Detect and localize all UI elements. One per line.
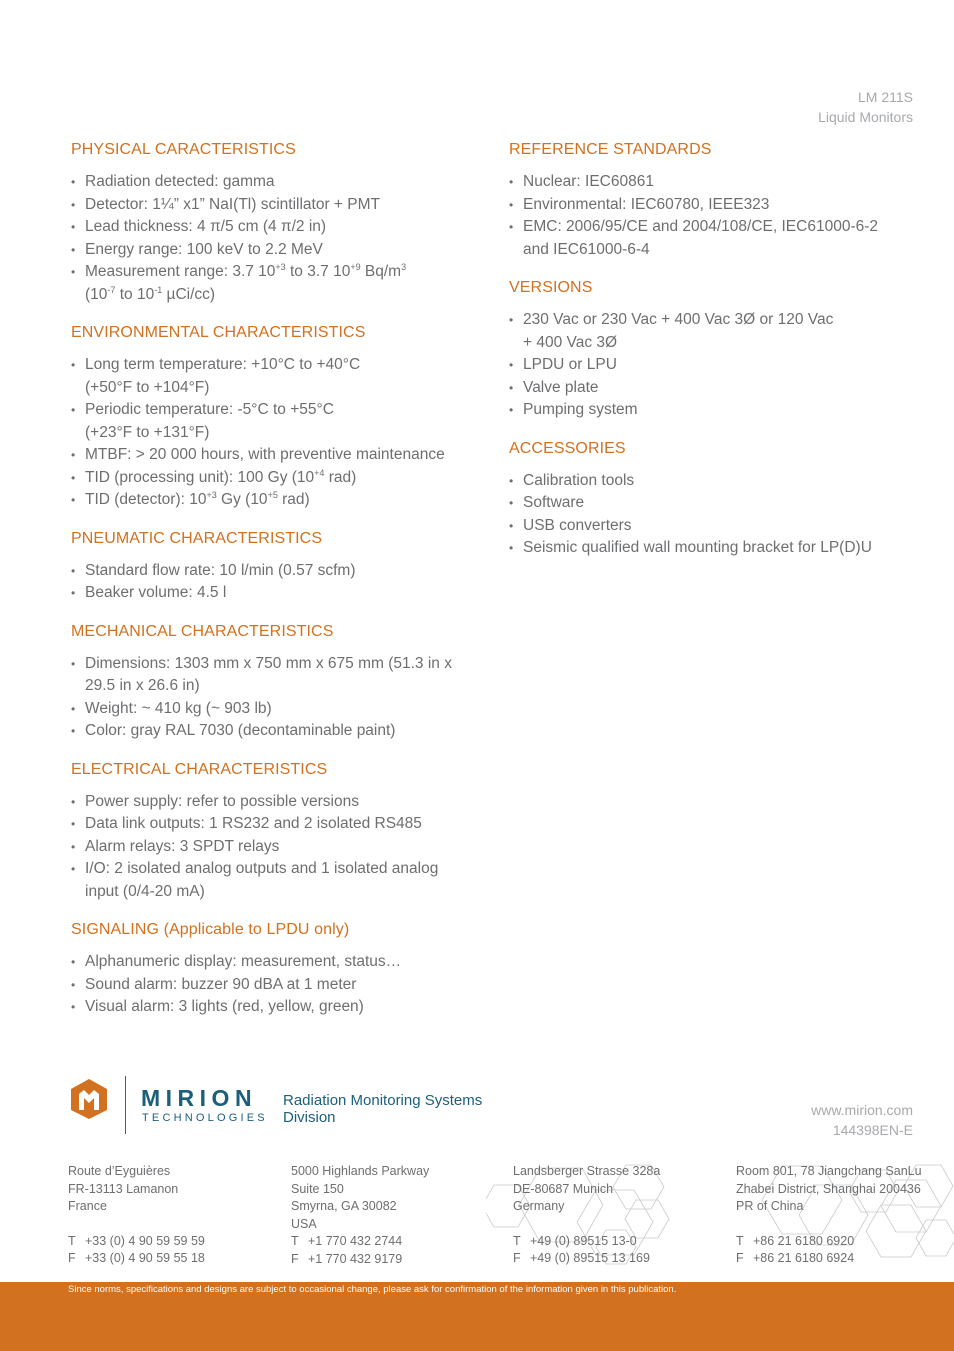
phone-line-number: +1 770 432 2744 bbox=[308, 1234, 403, 1249]
address-line: USA bbox=[291, 1216, 317, 1231]
phone-line-number: +86 21 6180 6920 bbox=[753, 1233, 855, 1248]
section-pneumatic-characteristics bbox=[71, 529, 491, 605]
phone-line bbox=[736, 1233, 922, 1251]
phone-line bbox=[68, 1233, 205, 1251]
section-versions bbox=[509, 278, 929, 422]
list-item: • Power supply: refer to possible versions bbox=[71, 791, 491, 814]
list-item: • Valve plate bbox=[509, 377, 929, 400]
section-title: ACCESSORIES bbox=[509, 439, 626, 457]
bullet-list bbox=[71, 354, 491, 512]
product-family: Liquid Monitors bbox=[818, 109, 913, 125]
fax-line-label: F bbox=[513, 1251, 521, 1266]
section-title: MECHANICAL CHARACTERISTICS bbox=[71, 622, 334, 640]
list-item: • EMC: 2006/95/CE and 2004/108/CE, IEC61000-6-2 and IEC61000-6-4 bbox=[509, 216, 929, 261]
web-info bbox=[811, 1100, 913, 1140]
list-item: • Periodic temperature: -5°C to +55°C (+23°F to +131°F) bbox=[71, 399, 491, 444]
document-code: 144398EN-E bbox=[832, 1122, 913, 1138]
list-item: • Long term temperature: +10°C to +40°C (+50°F to +104°F) bbox=[71, 354, 491, 399]
address-line: PR of China bbox=[736, 1199, 804, 1214]
list-item: • Measurement range: 3.7 $10^{+3}$ to 3.7 $10^{+9}$ $Bq/m^3$ ($10^{-7}$ to $10^{-1}$ µCi/cc) bbox=[71, 261, 491, 306]
list-item: • 230 Vac or 230 Vac + 400 Vac 3Ø or 120 Vac + 400 Vac 3Ø bbox=[509, 309, 929, 354]
bullet-list bbox=[509, 171, 929, 261]
list-item: • I/O: 2 isolated analog outputs and 1 isolated analog input (0/4-20 mA) bbox=[71, 858, 491, 903]
address-line: FR-13113 Lamanon bbox=[68, 1181, 179, 1196]
bullet-list bbox=[71, 653, 491, 743]
fax-line-number: +49 (0) 89515 13 169 bbox=[530, 1251, 650, 1266]
list-item: • Detector: 1¼” x1” NaI(Tl) scintillator + PMT bbox=[71, 194, 491, 217]
section-title: ELECTRICAL CHARACTERISTICS bbox=[71, 760, 328, 778]
phone-line-label: T bbox=[291, 1234, 299, 1249]
section-title: SIGNALING (Applicable to LPDU only) bbox=[71, 921, 350, 938]
address-line: Zhabei District, Shanghai 200436 bbox=[736, 1181, 921, 1196]
product-code: LM 211S bbox=[858, 89, 913, 105]
list-item: • TID (processing unit): 100 Gy ($10^{+4}$ rad) bbox=[71, 467, 491, 490]
list-item: • Alphanumeric display: measurement, status… bbox=[71, 951, 491, 974]
fax-line-label: F bbox=[68, 1251, 76, 1266]
section-title: ENVIRONMENTAL CHARACTERISTICS bbox=[71, 324, 366, 341]
bullet-list bbox=[509, 470, 929, 560]
section-title: REFERENCE STANDARDS bbox=[509, 141, 712, 158]
list-item: • Sound alarm: buzzer 90 dBA at 1 meter bbox=[71, 974, 491, 997]
address-china bbox=[736, 1163, 922, 1268]
website-link[interactable]: www.mirion.com bbox=[811, 1102, 913, 1118]
list-item: • Alarm relays: 3 SPDT relays bbox=[71, 836, 491, 859]
list-item: • Radiation detected: gamma bbox=[71, 171, 491, 194]
phone-line-label: T bbox=[68, 1233, 76, 1248]
division-line-2: Division bbox=[283, 1109, 336, 1126]
left-column bbox=[71, 140, 491, 1036]
list-item: • Beaker volume: 4.5 l bbox=[71, 582, 491, 605]
bullet-list bbox=[71, 791, 491, 904]
bullet-list bbox=[509, 309, 929, 422]
fax-line bbox=[736, 1250, 922, 1268]
fax-line-label: F bbox=[291, 1251, 299, 1266]
list-item: • Seismic qualified wall mounting bracket for LP(D)U bbox=[509, 537, 929, 560]
phone-line-label: T bbox=[513, 1233, 521, 1248]
section-title: VERSIONS bbox=[509, 279, 593, 296]
address-line: Suite 150 bbox=[291, 1181, 344, 1196]
address-line: Smyrna, GA 30082 bbox=[291, 1199, 397, 1214]
address-spacer bbox=[513, 1216, 660, 1233]
list-item: • USB converters bbox=[509, 515, 929, 538]
fax-line bbox=[291, 1251, 429, 1269]
division-line-1: Radiation Monitoring Systems bbox=[283, 1092, 483, 1109]
phone-line-label: T bbox=[736, 1233, 744, 1248]
list-item: • Software bbox=[509, 492, 929, 515]
section-physical-caracteristics bbox=[71, 140, 491, 306]
list-item: • Standard flow rate: 10 l/min (0.57 scfm) bbox=[71, 560, 491, 583]
list-item: • Data link outputs: 1 RS232 and 2 isolated RS485 bbox=[71, 813, 491, 836]
list-item: • Weight: ~ 410 kg (~ 903 lb) bbox=[71, 698, 491, 721]
address-france bbox=[68, 1163, 205, 1268]
list-item: • Visual alarm: 3 lights (red, yellow, green) bbox=[71, 996, 491, 1019]
bullet-list bbox=[71, 951, 491, 1019]
fax-line-number: +33 (0) 4 90 59 55 18 bbox=[85, 1251, 205, 1266]
list-item: • LPDU or LPU bbox=[509, 354, 929, 377]
section-title: PNEUMATIC CHARACTERISTICS bbox=[71, 529, 323, 547]
document-header bbox=[818, 87, 913, 127]
mirion-logo-icon bbox=[68, 1078, 110, 1120]
phone-line bbox=[291, 1233, 429, 1251]
address-line: Germany bbox=[513, 1199, 565, 1214]
section-signaling bbox=[71, 920, 491, 1019]
address-line: Room 801, 78 Jiangchang SanLu bbox=[736, 1164, 922, 1178]
list-item: • Color: gray RAL 7030 (decontaminable paint) bbox=[71, 720, 491, 743]
address-line: 5000 Highlands Parkway bbox=[291, 1164, 430, 1178]
list-item: • Environmental: IEC60780, IEEE323 bbox=[509, 194, 929, 217]
address-line: Route d’Eyguières bbox=[68, 1164, 171, 1178]
address-line: France bbox=[68, 1199, 107, 1214]
list-item: • Energy range: 100 keV to 2.2 MeV bbox=[71, 239, 491, 262]
list-item: • Dimensions: 1303 mm x 750 mm x 675 mm (51.3 in x 29.5 in x 26.6 in) bbox=[71, 653, 491, 698]
section-environmental-characteristics bbox=[71, 323, 491, 512]
section-title: PHYSICAL CARACTERISTICS bbox=[71, 141, 296, 158]
section-electrical-characteristics bbox=[71, 760, 491, 904]
address-line: Landsberger Strasse 328a bbox=[513, 1164, 661, 1178]
address-usa bbox=[291, 1163, 429, 1269]
section-accessories bbox=[509, 439, 929, 560]
brand-name: MIRION bbox=[141, 1085, 258, 1111]
address-spacer bbox=[68, 1216, 205, 1233]
address-line: DE-80687 Munich bbox=[513, 1181, 614, 1196]
address-germany bbox=[513, 1163, 660, 1268]
bullet-list bbox=[71, 171, 491, 306]
right-column bbox=[509, 140, 929, 577]
fax-line-number: +1 770 432 9179 bbox=[308, 1251, 403, 1266]
brand-subtitle: TECHNOLOGIES bbox=[142, 1112, 268, 1124]
logo-divider bbox=[125, 1076, 126, 1134]
phone-line-number: +33 (0) 4 90 59 59 59 bbox=[85, 1233, 205, 1248]
disclaimer: Since norms, specifications and designs are subject to occasional change, please ask for confirmation of the information given in this publication. bbox=[68, 1284, 677, 1295]
phone-line-number: +49 (0) 89515 13-0 bbox=[530, 1233, 637, 1248]
fax-line-label: F bbox=[736, 1251, 744, 1266]
section-mechanical-characteristics bbox=[71, 622, 491, 743]
list-item: • Calibration tools bbox=[509, 470, 929, 493]
fax-line bbox=[68, 1250, 205, 1268]
list-item: • Nuclear: IEC60861 bbox=[509, 171, 929, 194]
list-item: • TID (detector): $10^{+3}$ Gy ($10^{+5}$ rad) bbox=[71, 489, 491, 512]
list-item: • Pumping system bbox=[509, 399, 929, 422]
division-name bbox=[283, 1092, 482, 1126]
fax-line-number: +86 21 6180 6924 bbox=[753, 1251, 855, 1266]
fax-line bbox=[513, 1250, 660, 1268]
address-spacer bbox=[736, 1216, 922, 1233]
section-reference-standards bbox=[509, 140, 929, 261]
phone-line bbox=[513, 1233, 660, 1251]
list-item: • MTBF: > 20 000 hours, with preventive maintenance bbox=[71, 444, 491, 467]
list-item: • Lead thickness: 4 π/5 cm (4 π/2 in) bbox=[71, 216, 491, 239]
bullet-list bbox=[71, 560, 491, 605]
